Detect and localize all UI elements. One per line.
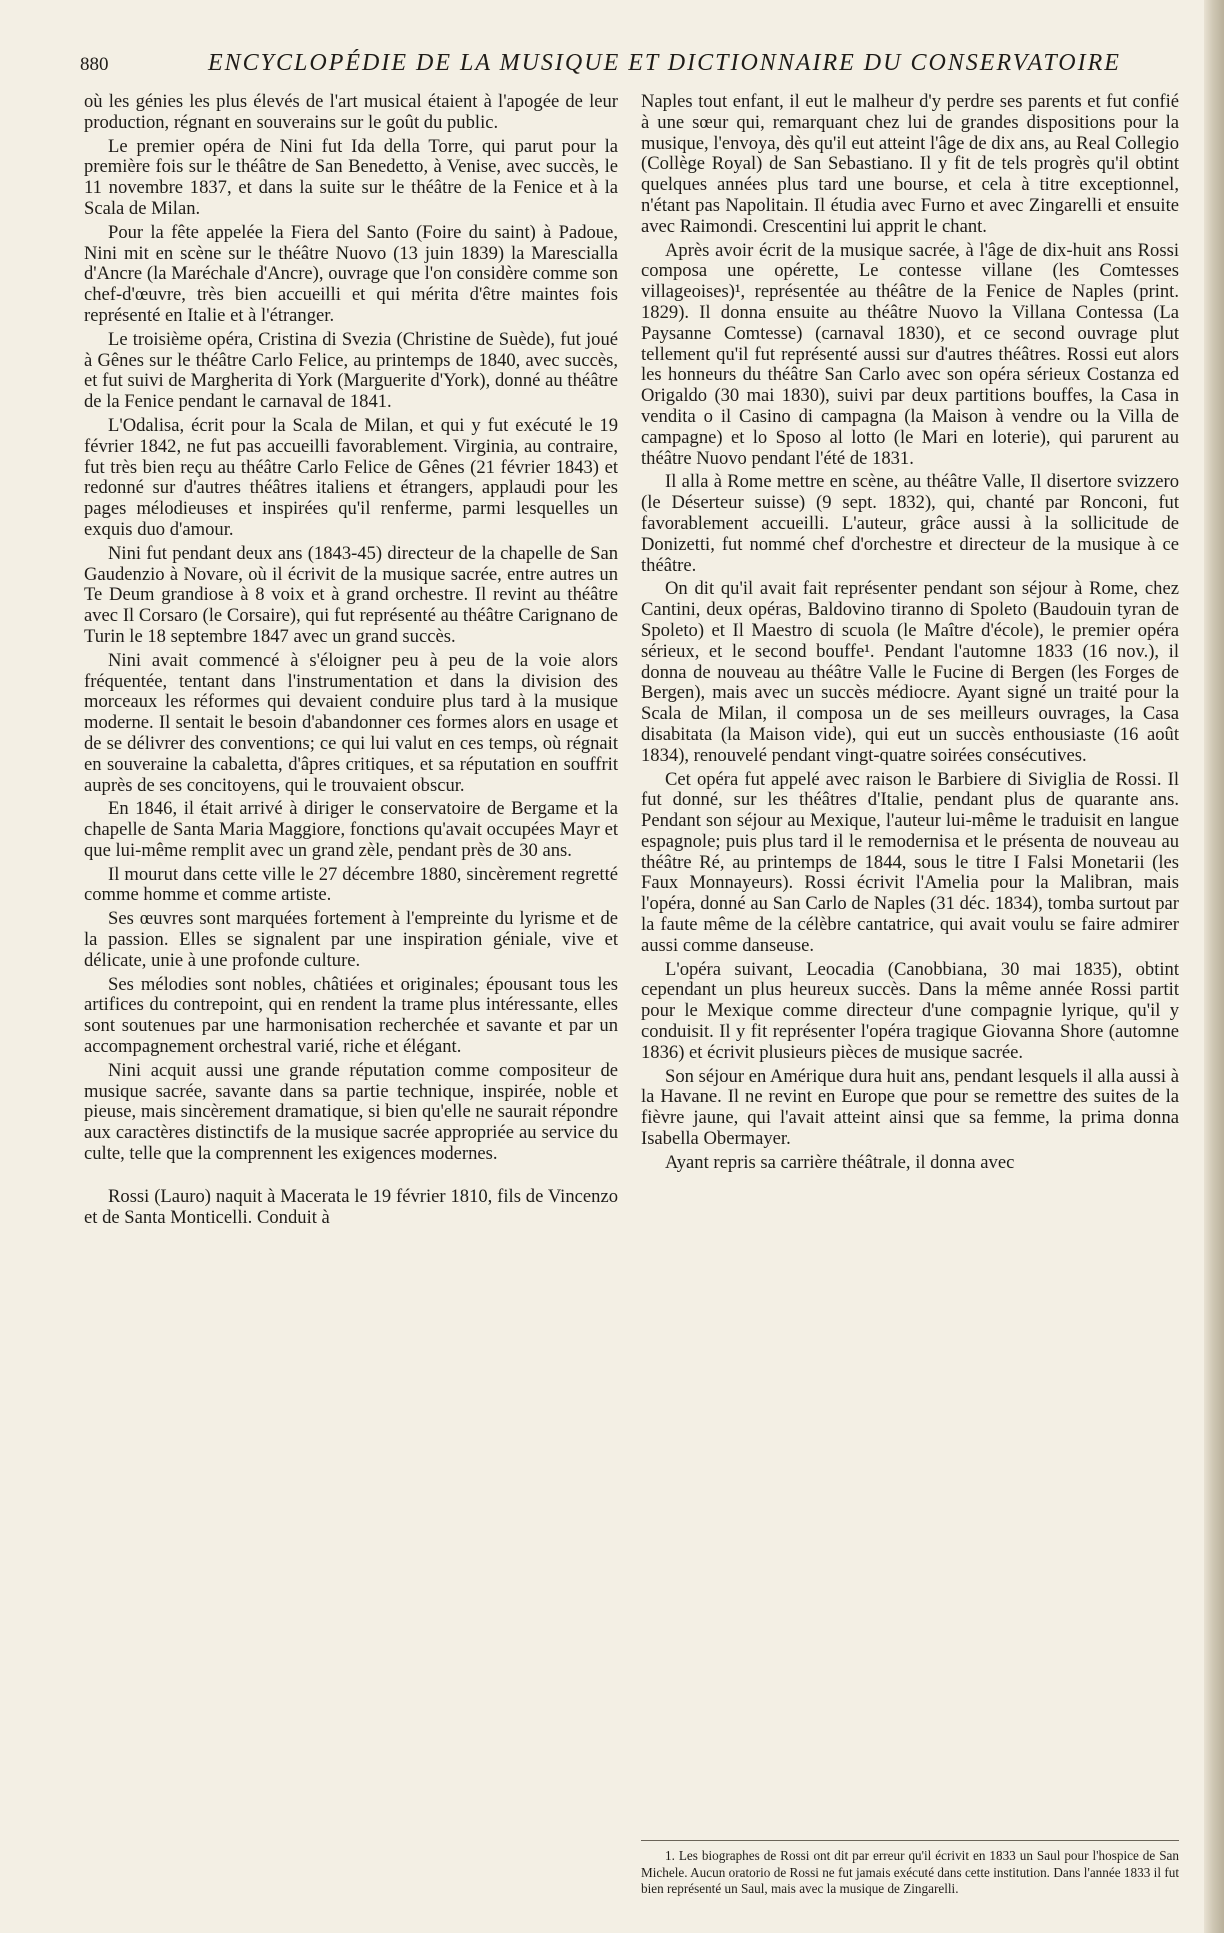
- paragraph: Nini fut pendant deux ans (1843-45) directeur de la chapelle de San Gaudenzio à Novare, où il écrivit de la musique sacrée, entre autres un Te Deum grandiose à 8 voix et à grand orchestre. Il revint au théâtre avec Il Corsaro (le Corsaire), qui fut représenté au théâtre Carignano de Turin le 18 septembre 1847 avec un grand succès.: [84, 542, 618, 647]
- paragraph: Ses œuvres sont marquées fortement à l'empreinte du lyrisme et de la passion. Elles se signalent par une inspiration géniale, vive et délicate, unie à une profonde culture.: [84, 908, 618, 971]
- right-column: [641, 92, 1179, 1177]
- paragraph: Nini acquit aussi une grande réputation comme compositeur de musique sacrée, savante dans sa partie technique, inspirée, noble et pieuse, mais sincèrement dramatique, si bien qu'elle ne saurait répondre aux caractères distinctifs de la musique sacrée appropriée au service du culte, telle que la comprennent les exigences modernes.: [84, 1059, 618, 1165]
- paragraph: Le troisième opéra, Cristina di Svezia (Christine de Suède), fut joué à Gênes sur le théâtre Carlo Felice, au printemps de 1840, avec succès, et fut suivi de Margherita di York (Marguerite d'York), donné au théâtre de la Fenice pendant le carnaval de 1841.: [84, 328, 618, 413]
- paragraph: où les génies les plus élevés de l'art musical étaient à l'apogée de leur production, régnant en souverains sur le goût du public.: [84, 91, 618, 133]
- book-spine-edge: [1204, 0, 1224, 1933]
- paragraph: Il mourut dans cette ville le 27 décembre 1880, sincèrement regretté comme homme et comme artiste.: [84, 863, 618, 906]
- paragraph: Son séjour en Amérique dura huit ans, pendant lesquels il alla aussi à la Havane. Il ne revint en Europe que pour se remettre des suites de la fièvre jaune, qui l'avait atteint ainsi que sa femme, la prima donna Isabella Obermayer.: [641, 1065, 1179, 1150]
- footnote-divider: [641, 1840, 1179, 1841]
- paragraph: L'opéra suivant, Leocadia (Canobbiana, 30 mai 1835), obtint cependant un plus heureux succès. Dans la même année Rossi partit pour le Mexique comme directeur d'une compagnie lyrique, qu'il y conduisit. Il y fit représenter l'opéra tragique Giovanna Shore (automne 1836) et écrivit plusieurs pièces de musique sacrée.: [641, 958, 1179, 1063]
- footnote-text: 1. Les biographes de Rossi ont dit par erreur qu'il écrivit en 1833 un Saul pour l'hospice de San Michele. Aucun oratorio de Rossi ne fut jamais exécuté dans cette institution. Dans l'année 1833 il fut bien représenté un Saul, mais avec la musique de Zingarelli.: [641, 1848, 1179, 1896]
- paragraph: Ayant repris sa carrière théâtrale, il donna avec: [665, 1151, 1015, 1173]
- paragraph: Il alla à Rome mettre en scène, au théâtre Valle, Il disertore svizzero (le Déserteur suisse) (9 sept. 1832), qui, chanté par Ronconi, fut favorablement accueilli. L'auteur, grâce aussi à la sollicitude de Donizetti, fut nommé chef d'orchestre et directeur de la musique à ce théâtre.: [641, 471, 1179, 576]
- page-header: [80, 50, 1180, 80]
- paragraph: On dit qu'il avait fait représenter pendant son séjour à Rome, chez Cantini, deux opéras, Baldovino tiranno di Spoleto (Baudouin tyran de Spoleto) et Il Maestro di scuola (le Maître d'école), le premier opéra sérieux, et le second bouffe¹. Pendant l'automne 1833 (16 nov.), il donna de nouveau au théâtre Valle le Fucine di Bergen (les Forges de Bergen), mais avec un succès médiocre. Ayant signé un traité pour la Scala de Milan, il composa un de ses meilleurs ouvrages, la Casa disabitata (la Maison vide), qui eut un succès enthousiaste (16 août 1834), renouvelé pendant vingt-quatre soirées consécutives.: [641, 578, 1179, 766]
- paragraph: En 1846, il était arrivé à diriger le conservatoire de Bergame et la chapelle de Santa Maria Maggiore, fonctions qu'avait occupées Mayr et que lui-même remplit avec un grand zèle, pendant près de 30 ans.: [84, 798, 618, 861]
- paragraph: Cet opéra fut appelé avec raison le Barbiere di Siviglia de Rossi. Il fut donné, sur les théâtres d'Italie, pendant plus de quarante ans. Pendant son séjour au Mexique, l'auteur lui-même le traduisit en langue espagnole; puis plus tard il le remodernisa et le présenta de nouveau au théâtre Ré, au printemps de 1844, sous le titre I Falsi Monetarii (les Faux Monnayeurs). Rossi écrivit l'Amelia pour la Malibran, mais l'opéra, donné au San Carlo de Naples (31 déc. 1834), tomba surtout par la faute même de la célèbre cantatrice, qui avait voulu se faire admirer aussi comme danseuse.: [641, 768, 1179, 956]
- paragraph: Après avoir écrit de la musique sacrée, à l'âge de dix-huit ans Rossi composa une opérette, Le contesse villane (les Comtesses villageoises)¹, représentée au théâtre de la Fenice de Naples (print. 1829). Il donna ensuite au théâtre Nuovo la Villana Contessa (La Paysanne Comtesse) (carnaval 1830), et ce second ouvrage plut tellement qu'il fut représenté aussi sur d'autres théâtres. Rossi eut alors les honneurs du théâtre San Carlo avec son opéra sérieux Costanza ed Origaldo (30 mai 1830), suivi par deux partitions bouffes, la Casa in vendita o il Casino di campagna (la Maison à vendre ou la Villa de campagne) et lo Sposo al lotto (le Mari en loterie), qui parurent au théâtre Nuovo pendant l'été de 1831.: [641, 239, 1179, 469]
- paragraph: Pour la fête appelée la Fiera del Santo (Foire du saint) à Padoue, Nini mit en scène sur le théâtre Nuovo (13 juin 1839) la Marescialla d'Ancre (la Maréchale d'Ancre), ouvrage que l'on considère comme son chef-d'œuvre, très bien accueilli et qui mérita d'être maintes fois représenté en Italie et à l'étranger.: [84, 221, 618, 326]
- page-number: 880: [80, 54, 109, 75]
- left-column: [84, 92, 618, 1231]
- paragraph: L'Odalisa, écrit pour la Scala de Milan, et qui y fut exécuté le 19 février 1842, ne fut pas accueilli favorablement. Virginia, au contraire, fut très bien reçu au théâtre Carlo Felice de Gênes (21 février 1843) et redonné sur d'autres théâtres italiens et étrangers, applaudi pour les pages mélodieuses et inspirées qu'il renferme, parmi lesquelles un exquis duo d'amour.: [84, 414, 618, 540]
- paragraph: Nini avait commencé à s'éloigner peu à peu de la voie alors fréquentée, tentant dans l'instrumentation et dans la division des morceaux les réformes qui devaient conduire plus tard à la musique moderne. Il sentait le besoin d'abandonner ces formes alors en usage et de se délivrer des conventions; ce qui lui valut en ces temps, où régnait en souveraine la cabaletta, d'âpres critiques, et sa réputation en souffrit auprès de ses concitoyens, qui le trouvaient obscur.: [84, 649, 618, 796]
- paragraph: Naples tout enfant, il eut le malheur d'y perdre ses parents et fut confié à une sœur qui, remarquant chez lui de grandes dispositions pour la musique, l'envoya, dès qu'il eut atteint l'âge de dix ans, au Real Collegio (Collège Royal) de San Sebastiano. Il y fit de tels progrès qu'il obtint quelques années plus tard une bourse, et cela à titre exceptionnel, n'étant pas Napolitain. Il étudia avec Furno et avec Zingarelli et ensuite avec Raimondi. Crescentini lui apprit le chant.: [641, 91, 1179, 237]
- running-title: ENCYCLOPÉDIE DE LA MUSIQUE ET DICTIONNAIRE DU CONSERVATOIRE: [208, 50, 1121, 76]
- paragraph: Ses mélodies sont nobles, châtiées et originales; épousant tous les artifices du contrepoint, qui en rendent la trame plus intéressante, elles sont soutenues par une harmonisation recherchée et savante et par un accompagnement orchestral varié, riche et élégant.: [84, 973, 618, 1058]
- footnote: [641, 1848, 1179, 1898]
- paragraph: Le premier opéra de Nini fut Ida della Torre, qui parut pour la première fois sur le théâtre de San Benedetto, à Venise, avec succès, le 11 novembre 1837, et dans la suite sur le théâtre de la Fenice et à la Scala de Milan.: [84, 135, 618, 219]
- entry-rossi-lauro: Rossi (Lauro) naquit à Macerata le 19 février 1810, fils de Vincenzo et de Santa Monticelli. Conduit à: [84, 1185, 618, 1228]
